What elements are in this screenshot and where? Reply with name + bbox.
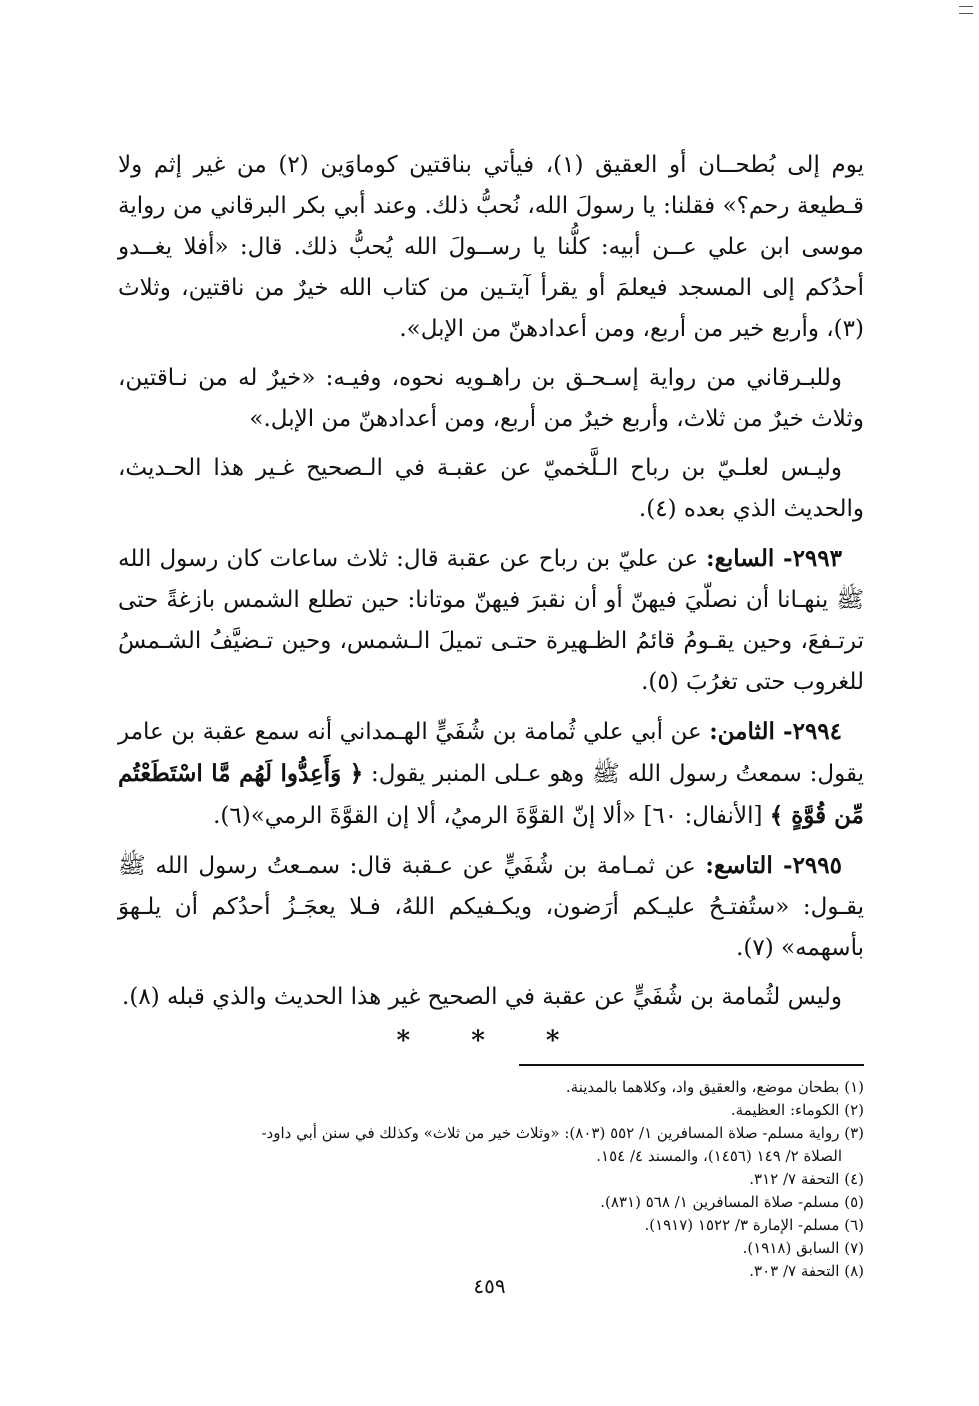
hadith-2994-text-b: [الأنفال: ٦٠] «ألا إنّ القوَّةَ الرميُ، ألا إن القوَّةَ الرمي»(٦). <box>213 803 770 829</box>
document-page <box>118 145 864 1283</box>
footnote-4: (٤) التحفة ٧/ ٣١٢. <box>749 1170 864 1188</box>
footnote-8: (٨) التحفة ٧/ ٣٠٣. <box>749 1262 864 1280</box>
hadith-2994-text-a: عن أبي علي ثُمامة بن شُفَيٍّ الهـمداني أنه سمع عقبة بن عامر يقول: سمعتُ رسول الله ﷺ وهو عـلى المنبر يقول: <box>118 719 864 787</box>
footnote-divider <box>519 1064 864 1066</box>
paragraph-thumama-note: وليس لثُمامة بن شُفَيٍّ عن عقبة في الصحيح غير هذا الحديث والذي قبله (٨). <box>122 984 842 1010</box>
footnote-3-continuation: الصلاة ٢/ ١٤٩ (١٤٥٦)، والمسند ٤/ ١٥٤. <box>596 1147 842 1165</box>
footnote-5: (٥) مسلم- صلاة المسافرين ١/ ٥٦٨ (٨٣١). <box>600 1193 864 1211</box>
hadith-2994-heading: ٢٩٩٤- الثامن: <box>709 718 843 745</box>
hadith-2995-text: عن ثمـامة بن شُفَيٍّ عن عـقبة قال: سمـعتُ رسول الله ﷺ يقـول: «ستُفتـحُ عليـكم أرَضون، ويكـفيكم اللهُ، فـلا يعجَـزُ أحدُكم أن يلـهوَ بأسهمه» (٧). <box>118 853 864 961</box>
section-separator: * * * <box>396 1026 586 1056</box>
hadith-2995-heading: ٢٩٩٥- التاسع: <box>705 852 842 879</box>
hadith-2995 <box>118 845 864 969</box>
hadith-2993-heading: ٢٩٩٣- السابع: <box>706 545 842 572</box>
hadith-2993-text: عن عليّ بن رباح عن عقبة قال: ثلاث ساعات كان رسول الله ﷺ ينهـانا أن نصلّيَ فيهنّ أو أن نقبرَ فيهنّ موتانا: حين تطلع الشمس بازغةً حتى ترتـفعَ، وحين يقـومُ قائمُ الظـهيرة حتـى تميلَ الـشمس، وحين تـضيَّفُ الشـمسُ للغروب حتى تغرُبَ (٥). <box>118 546 864 695</box>
footnote-1: (١) بطحان موضع، والعقيق واد، وكلاهما بالمدينة. <box>565 1078 864 1096</box>
paragraph-hadith-continuation: يوم إلى بُطحــان أو العقيق (١)، فيأتي بناقتين كوماوَين (٢) من غير إثم ولا قـطيعة رحم؟» فقلنا: يا رسولَ الله، نُحبُّ ذلك. وعند أبي بكر البرقاني من رواية موسى ابن علي عــن أبيه: كلُّنا يا رســولَ الله يُحبُّ ذلك. قال: «أفلا يغــدو أحدُكم إلى المسجد فيعلمَ أو يقرأ آيتـين من كتاب الله خيرٌ من ناقتين، وثلاث (٣)، وأربع خير من أربع، ومن أعدادهنّ من الإبل». <box>118 152 864 342</box>
footnote-3: (٣) رواية مسلم- صلاة المسافرين ١/ ٥٥٢ (٨٠٣): «وثلاث خير من ثلاث» وكذلك في سنن أبي داود- <box>261 1124 864 1142</box>
page-number: ٤٥٩ <box>473 1274 506 1298</box>
paragraph-barqani-note: وللبـرقاني من رواية إسـحـق بن راهـويه نحوه، وفيـه: «خيرٌ له من نـاقتين، وثلاث خيرٌ من ثلاث، وأربع خيرٌ من أربع، ومن أعدادهنّ من الإبل.» <box>118 365 864 432</box>
hadith-2993 <box>118 538 864 703</box>
hadith-2994 <box>118 711 864 837</box>
footnote-6: (٦) مسلم- الإمارة ٣/ ١٥٢٢ (١٩١٧). <box>644 1216 864 1234</box>
paragraph-ali-bin-rabah-note: وليـس لعلـيّ بن رباح الـلَّخميّ عن عقبـة في الـصحيح غـير هذا الحـديث، والحديث الذي بعده (٤). <box>118 455 864 522</box>
footnote-2: (٢) الكوماء: العظيمة. <box>730 1101 864 1119</box>
footnote-7: (٧) السابق (١٩١٨). <box>742 1239 864 1257</box>
quran-verse: ﴿ وَأَعِدُّوا لَهُم مَّا اسْتَطَعْتُم مِّن قُوَّةٍ ﴾ <box>118 760 864 829</box>
scan-corner-mark <box>959 6 973 14</box>
